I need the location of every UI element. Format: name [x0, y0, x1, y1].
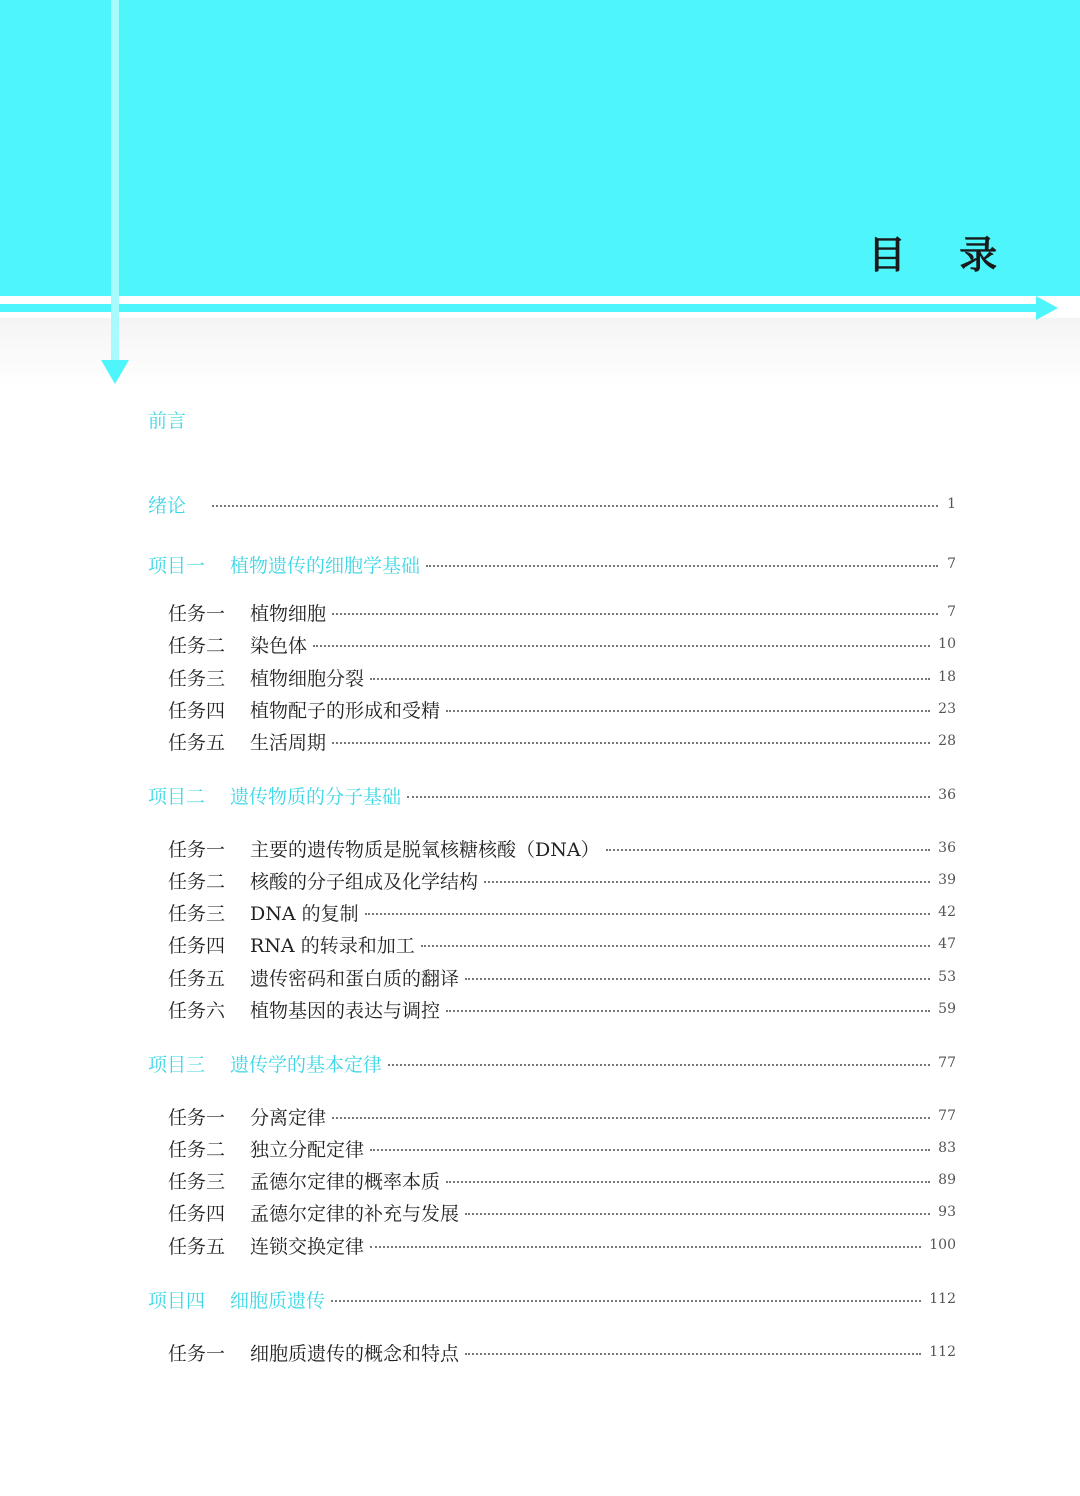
- toc-project-title: 遗传学的基本定律: [230, 1053, 383, 1076]
- toc-intro-label: 绪论: [148, 494, 187, 517]
- toc-task-number: 任务五: [168, 967, 226, 990]
- toc-page-number: 36: [938, 840, 956, 856]
- dot-leader: [606, 849, 931, 851]
- toc-page-number: 112: [929, 1344, 956, 1360]
- toc-page-number: 39: [938, 872, 956, 888]
- dot-leader: [465, 978, 930, 980]
- toc-task-number: 任务四: [168, 1202, 226, 1225]
- toc-task-2-5[interactable]: [168, 963, 956, 991]
- toc-intro[interactable]: [148, 490, 956, 518]
- toc-task-title: 独立分配定律: [250, 1138, 365, 1161]
- toc-task-number: 任务一: [168, 602, 226, 625]
- toc-task-number: 任务四: [168, 934, 226, 957]
- toc-task-2-6[interactable]: [168, 995, 956, 1023]
- toc-project-title: 遗传物质的分子基础: [230, 785, 402, 808]
- dot-leader: [370, 678, 930, 680]
- toc-task-number: 任务五: [168, 731, 226, 754]
- toc-page-number: 7: [947, 604, 956, 620]
- toc-task-title: DNA 的复制: [250, 902, 359, 925]
- toc-project-number: 项目一: [148, 554, 206, 577]
- toc-task-number: 任务四: [168, 699, 226, 722]
- toc-task-title: 植物配子的形成和受精: [250, 699, 441, 722]
- toc-task-number: 任务三: [168, 1170, 226, 1193]
- dot-leader: [370, 1246, 921, 1248]
- toc-project-number: 项目三: [148, 1053, 206, 1076]
- dot-leader: [465, 1353, 921, 1355]
- toc-task-title: 孟德尔定律的概率本质: [250, 1170, 441, 1193]
- toc-task-3-3[interactable]: [168, 1166, 956, 1194]
- dot-leader: [332, 613, 938, 615]
- toc-page-number: 36: [938, 787, 956, 803]
- toc-task-3-5[interactable]: [168, 1231, 956, 1259]
- dot-leader: [446, 1010, 930, 1012]
- toc-task-title: RNA 的转录和加工: [250, 934, 415, 957]
- toc-page-number: 10: [938, 636, 956, 652]
- toc-page-number: 77: [938, 1108, 956, 1124]
- toc-task-3-2[interactable]: [168, 1134, 956, 1162]
- toc-page-number: 7: [947, 556, 956, 572]
- toc-page-number: 77: [938, 1055, 956, 1071]
- toc-task-1-2[interactable]: [168, 630, 956, 658]
- toc-task-2-4[interactable]: [168, 930, 956, 958]
- arrow-down-icon: [101, 360, 129, 384]
- dot-leader: [465, 1213, 930, 1215]
- toc-task-title: 核酸的分子组成及化学结构: [250, 870, 479, 893]
- dot-leader: [426, 565, 938, 567]
- toc-task-title: 植物基因的表达与调控: [250, 999, 441, 1022]
- toc-page-number: 53: [938, 969, 956, 985]
- toc-project-title: 细胞质遗传: [230, 1289, 326, 1312]
- dot-leader: [331, 1300, 921, 1302]
- toc-task-number: 任务二: [168, 870, 226, 893]
- toc-task-number: 任务三: [168, 902, 226, 925]
- toc-task-1-4[interactable]: [168, 695, 956, 723]
- toc-page-number: 112: [929, 1291, 956, 1307]
- toc-page-number: 1: [947, 496, 956, 512]
- toc-task-3-4[interactable]: [168, 1198, 956, 1226]
- toc-preface[interactable]: 前言: [148, 410, 187, 432]
- toc-task-title: 遗传密码和蛋白质的翻译: [250, 967, 460, 990]
- toc-project-4[interactable]: [148, 1285, 956, 1313]
- toc-task-title: 连锁交换定律: [250, 1235, 365, 1258]
- toc-task-title: 植物细胞分裂: [250, 667, 365, 690]
- toc-task-title: 植物细胞: [250, 602, 327, 625]
- dot-leader: [484, 881, 930, 883]
- dot-leader: [370, 1149, 930, 1151]
- toc-page-number: 47: [938, 936, 956, 952]
- toc-page-number: 93: [938, 1204, 956, 1220]
- toc-task-4-1[interactable]: [168, 1338, 956, 1366]
- toc-task-number: 任务一: [168, 1342, 226, 1365]
- toc-task-3-1[interactable]: [168, 1102, 956, 1130]
- toc-task-title: 细胞质遗传的概念和特点: [250, 1342, 460, 1365]
- toc-project-number: 项目二: [148, 785, 206, 808]
- toc-page-number: 83: [938, 1140, 956, 1156]
- toc-task-number: 任务二: [168, 634, 226, 657]
- toc-page-number: 28: [938, 733, 956, 749]
- toc-task-number: 任务一: [168, 1106, 226, 1129]
- toc-task-number: 任务一: [168, 838, 226, 861]
- dot-leader: [446, 1181, 930, 1183]
- page-title: 目 录: [868, 232, 1018, 277]
- toc-task-1-5[interactable]: [168, 727, 956, 755]
- dot-leader: [313, 645, 930, 647]
- toc-page-number: 42: [938, 904, 956, 920]
- horizontal-arrow-line: [0, 304, 1040, 312]
- toc-project-1[interactable]: [148, 550, 956, 578]
- toc-task-number: 任务六: [168, 999, 226, 1022]
- dot-leader: [332, 1117, 930, 1119]
- toc-page-number: 59: [938, 1001, 956, 1017]
- toc-page-number: 89: [938, 1172, 956, 1188]
- toc-page-number: 100: [929, 1237, 956, 1253]
- toc-project-title: 植物遗传的细胞学基础: [230, 554, 421, 577]
- dot-leader: [212, 505, 938, 507]
- dot-leader: [421, 945, 930, 947]
- dot-leader: [365, 913, 931, 915]
- dot-leader: [388, 1064, 930, 1066]
- toc-task-title: 孟德尔定律的补充与发展: [250, 1202, 460, 1225]
- toc-task-2-2[interactable]: [168, 866, 956, 894]
- toc-task-title: 染色体: [250, 634, 308, 657]
- toc-task-title: 生活周期: [250, 731, 327, 754]
- toc-task-title: 分离定律: [250, 1106, 327, 1129]
- toc-page-number: 18: [938, 669, 956, 685]
- toc-project-3[interactable]: [148, 1049, 956, 1077]
- toc-page-number: 23: [938, 701, 956, 717]
- toc-task-title: 主要的遗传物质是脱氧核糖核酸（DNA）: [250, 838, 600, 861]
- header-fade: [0, 318, 1080, 388]
- toc-task-1-1[interactable]: [168, 598, 956, 626]
- toc-task-2-1[interactable]: [168, 834, 956, 862]
- toc-task-2-3[interactable]: [168, 898, 956, 926]
- arrow-right-icon: [1036, 296, 1058, 320]
- toc-project-number: 项目四: [148, 1289, 206, 1312]
- toc-task-1-3[interactable]: [168, 663, 956, 691]
- toc-task-number: 任务二: [168, 1138, 226, 1161]
- dot-leader: [446, 710, 930, 712]
- dot-leader: [332, 742, 930, 744]
- dot-leader: [407, 796, 930, 798]
- toc-project-2[interactable]: [148, 781, 956, 809]
- vertical-arrow-line: [111, 0, 119, 362]
- toc-task-number: 任务三: [168, 667, 226, 690]
- toc-task-number: 任务五: [168, 1235, 226, 1258]
